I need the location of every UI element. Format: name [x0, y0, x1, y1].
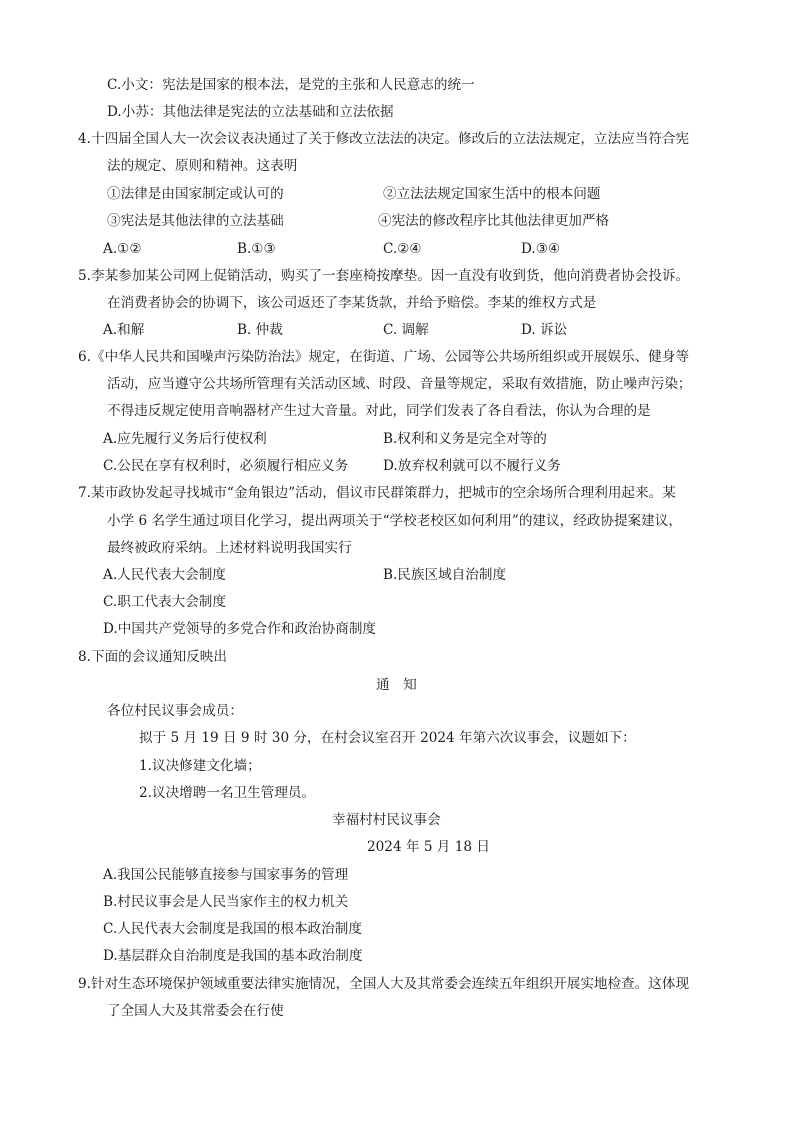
- q5-stem-line1: 5.李某参加某公司网上促销活动，购买了一套座椅按摩垫。因一直没有收到货，他向消费者协会投诉。: [78, 268, 690, 284]
- q7-stem-line2: 小学 6 名学生通过项目化学习，提出两项关于“学校老校区如何利用”的建议，经政协提案建议，: [107, 513, 682, 529]
- q7-stem-line1: 7.某市政协发起寻找城市“金角银边”活动，倡议市民群策群力，把城市的空余场所合理利用起来。某: [78, 485, 676, 501]
- q4-stem-line2: 法的规定、原则和精神。这表明: [107, 158, 298, 174]
- q5-option-c: C. 调解: [383, 322, 429, 338]
- q6-option-a: A.应先履行义务后行使权利: [103, 431, 267, 447]
- notice-body: 拟于 5 月 19 日 9 时 30 分，在村会议室召开 2024 年第六次议事会，议题如下：: [139, 730, 636, 746]
- q9-stem-line2: 了全国人大及其常委会在行使: [107, 1003, 284, 1019]
- q4-option-a: A.①②: [103, 241, 142, 257]
- q4-option-c: C.②④: [383, 241, 422, 257]
- q7-stem-line3: 最终被政府采纳。上述材料说明我国实行: [107, 540, 352, 556]
- notice-salutation: 各位村民议事会成员：: [107, 703, 243, 719]
- q4-statement-2: ②立法法规定国家生活中的根本问题: [383, 186, 601, 202]
- q4-statement-1: ①法律是由国家制定或认可的: [107, 186, 284, 202]
- q4-statement-3: ③宪法是其他法律的立法基础: [107, 213, 284, 229]
- q3-option-d: D.小苏：其他法律是宪法的立法基础和立法依据: [107, 104, 394, 120]
- q6-stem-line3: 不得违反规定使用音响器材产生过大音量。对此，同学们发表了各自看法，你认为合理的是: [107, 403, 651, 419]
- notice-item-2: 2.议决增聘一名卫生管理员。: [139, 785, 316, 801]
- q7-option-b: B.民族区域自治制度: [383, 567, 507, 583]
- q5-option-d: D. 诉讼: [521, 322, 568, 338]
- q5-stem-line2: 在消费者协会的协调下，该公司返还了李某货款，并给予赔偿。李某的维权方式是: [107, 295, 597, 311]
- q6-stem-line1: 6.《中华人民共和国噪声污染防治法》规定，在街道、广场、公园等公共场所组织或开展娱乐、健身等: [78, 349, 690, 365]
- q8-option-d: D.基层群众自治制度是我国的基本政治制度: [103, 948, 363, 964]
- q5-option-b: B. 仲裁: [237, 322, 283, 338]
- notice-title: 通 知: [376, 677, 417, 693]
- notice-date: 2024 年 5 月 18 日: [367, 839, 490, 855]
- q6-stem-line2: 活动，应当遵守公共场所管理有关活动区域、时段、音量等规定，采取有效措施，防止噪声污染；: [107, 376, 692, 392]
- q7-option-c: C.职工代表大会制度: [103, 594, 226, 610]
- q4-stem-line1: 4.十四届全国人大一次会议表决通过了关于修改立法法的决定。修改后的立法法规定，立法应当符合宪: [78, 131, 690, 147]
- q4-option-d: D.③④: [521, 241, 561, 257]
- q4-statement-4: ④宪法的修改程序比其他法律更加严格: [378, 213, 610, 229]
- notice-item-1: 1.议决修建文化墙；: [139, 758, 261, 774]
- q7-option-d: D.中国共产党领导的多党合作和政治协商制度: [103, 621, 377, 637]
- q8-option-b: B.村民议事会是人民当家作主的权力机关: [103, 894, 349, 910]
- q3-option-c: C.小文：宪法是国家的根本法，是党的主张和人民意志的统一: [107, 77, 475, 93]
- notice-signer: 幸福村村民议事会: [332, 812, 441, 828]
- q4-option-b: B.①③: [237, 241, 276, 257]
- q5-option-a: A.和解: [103, 322, 145, 338]
- q8-option-a: A.我国公民能够直接参与国家事务的管理: [103, 867, 349, 883]
- q7-option-a: A.人民代表大会制度: [103, 567, 226, 583]
- q9-stem-line1: 9.针对生态环境保护领域重要法律实施情况，全国人大及其常委会连续五年组织开展实地检查。这体现: [78, 976, 690, 992]
- q8-stem: 8.下面的会议通知反映出: [78, 649, 227, 665]
- q6-option-c: C.公民在享有权利时，必须履行相应义务: [103, 458, 349, 474]
- q8-option-c: C.人民代表大会制度是我国的根本政治制度: [103, 921, 362, 937]
- q6-option-b: B.权利和义务是完全对等的: [383, 431, 547, 447]
- q6-option-d: D.放弃权利就可以不履行义务: [383, 458, 561, 474]
